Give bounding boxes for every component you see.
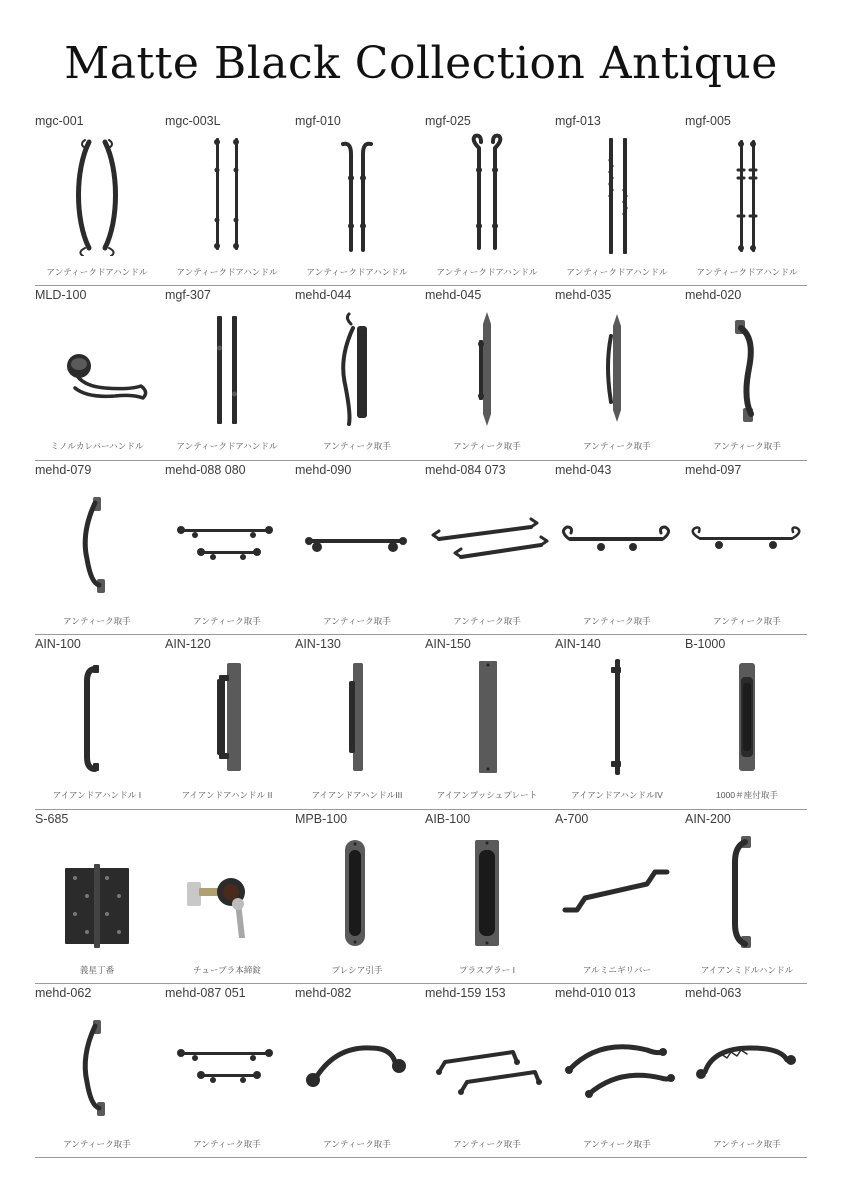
product-code: mehd-088 080 xyxy=(165,462,246,477)
product-description: アンティークドアハンドル xyxy=(696,267,798,277)
product-description: アンティークドアハンドル xyxy=(306,267,408,277)
product-description: アンティークドアハンドル xyxy=(436,267,538,277)
product-cell xyxy=(555,286,684,460)
product-code: S-685 xyxy=(35,811,69,826)
product-cell xyxy=(425,461,554,635)
product-code: AIN-100 xyxy=(35,637,81,652)
product-cell xyxy=(165,112,294,286)
product-description: アンティーク取手 xyxy=(713,1138,781,1149)
plate-pull-icon xyxy=(685,653,809,779)
flush-pull-rect-icon xyxy=(425,828,549,954)
product-code: mehd-084 073 xyxy=(425,462,506,477)
product-description: アンティーク取手 xyxy=(453,441,521,452)
product-code: mgf-025 xyxy=(425,114,471,128)
product-code: MLD-100 xyxy=(35,288,87,303)
bar-pull-icon xyxy=(295,479,419,605)
product-cell xyxy=(685,635,814,809)
hinge-icon xyxy=(35,828,159,954)
lever-handle-icon xyxy=(35,304,159,430)
product-description: プレシア引手 xyxy=(331,964,383,975)
product-description: アンティーク取手 xyxy=(323,441,391,452)
product-cell xyxy=(35,286,164,460)
product-description: アイアンドアハンドルIII xyxy=(311,790,403,801)
product-description: アンティーク取手 xyxy=(453,1138,521,1149)
product-row xyxy=(35,635,807,809)
product-code: A-700 xyxy=(555,811,589,826)
fleur-bar-pull-icon xyxy=(425,479,549,605)
product-code: mgf-010 xyxy=(295,114,341,128)
product-description: アンティーク取手 xyxy=(583,441,651,452)
product-description: アンティークドアハンドル xyxy=(566,267,668,277)
product-code: mehd-020 xyxy=(685,288,742,303)
bow-pull-icon xyxy=(295,1002,419,1128)
iron-plate-handle-icon xyxy=(165,653,289,779)
product-description: プラスプラー I xyxy=(458,964,516,975)
product-code: mgf-005 xyxy=(685,114,731,128)
product-row xyxy=(35,810,807,984)
product-cell xyxy=(295,461,424,635)
product-cell xyxy=(555,112,684,286)
product-cell xyxy=(425,286,554,460)
product-description: アンティークドアハンドル xyxy=(176,441,278,452)
product-code: mehd-159 153 xyxy=(425,985,506,1000)
spiral-double-door-handle-icon xyxy=(425,130,549,256)
product-description: 義星丁番 xyxy=(79,964,115,975)
iron-long-bar-handle-icon xyxy=(555,653,679,779)
plate-pull-handle-icon xyxy=(425,304,549,430)
product-code: mehd-082 xyxy=(295,985,352,1000)
product-description: アンティーク取手 xyxy=(63,615,131,626)
product-description: チューブラ本締錠 xyxy=(192,964,262,975)
product-row xyxy=(35,286,807,460)
thumb-latch-handle-icon xyxy=(685,304,809,430)
straight-double-bar-handle-icon xyxy=(165,304,289,430)
product-description: アンティーク取手 xyxy=(713,615,781,626)
product-cell xyxy=(425,112,554,286)
product-code: mgf-013 xyxy=(555,114,601,128)
page-title: Matte Black Collection Antique xyxy=(64,38,778,89)
product-cell xyxy=(555,461,684,635)
product-code: mehd-045 xyxy=(425,288,482,303)
product-cell xyxy=(165,461,294,635)
offset-grab-bar-icon xyxy=(555,828,679,954)
product-cell xyxy=(35,635,164,809)
product-description: アイアンドアハンドル II xyxy=(181,790,273,801)
product-grid xyxy=(35,112,807,1158)
product-cell xyxy=(295,984,424,1158)
vertical-antique-pull-icon xyxy=(35,479,159,605)
twisted-double-door-handle-icon xyxy=(555,130,679,256)
product-code: mgf-307 xyxy=(165,288,211,303)
scroll-bar-pull-icon xyxy=(555,479,679,605)
fleur-plate-pull-handle-icon xyxy=(555,304,679,430)
double-bar-pull-icon xyxy=(165,1002,289,1128)
product-code: mehd-063 xyxy=(685,985,742,1000)
product-cell xyxy=(555,810,684,984)
product-cell xyxy=(295,112,424,286)
product-code: AIB-100 xyxy=(425,811,471,826)
product-cell xyxy=(425,810,554,984)
product-cell xyxy=(165,286,294,460)
product-description: アンティーク取手 xyxy=(713,441,781,452)
product-description: アルミニギリバー xyxy=(582,964,652,975)
product-cell xyxy=(295,286,424,460)
product-cell xyxy=(165,810,294,984)
product-description: アンティーク取手 xyxy=(323,615,391,626)
product-code: mehd-062 xyxy=(35,985,92,1000)
product-cell xyxy=(685,461,814,635)
product-cell xyxy=(555,635,684,809)
product-cell xyxy=(35,461,164,635)
product-code: AIN-150 xyxy=(425,637,471,652)
product-cell xyxy=(35,984,164,1158)
product-code: AIN-120 xyxy=(165,637,211,652)
product-cell xyxy=(35,112,164,286)
product-description: アイアンミドルハンドル xyxy=(700,964,794,975)
product-description: アンティーク取手 xyxy=(193,615,261,626)
long-double-door-handle-icon xyxy=(165,130,289,256)
product-code: AIN-140 xyxy=(555,637,601,652)
product-code: mehd-079 xyxy=(35,462,92,477)
product-cell xyxy=(425,635,554,809)
product-code: AIN-130 xyxy=(295,637,341,652)
product-description: アンティーク取手 xyxy=(193,1138,261,1149)
product-description: アンティークドアハンドル xyxy=(176,267,278,277)
product-description: アンティーク取手 xyxy=(583,1138,651,1149)
iron-door-handle-icon xyxy=(35,653,159,779)
product-cell xyxy=(685,984,814,1158)
product-code: mehd-044 xyxy=(295,288,352,303)
curl-bar-pull-icon xyxy=(685,479,809,605)
product-description: アイアンプッシュプレート xyxy=(436,790,538,801)
scroll-double-door-handle-icon xyxy=(295,130,419,256)
product-row xyxy=(35,984,807,1158)
product-description: 1000＃座付取手 xyxy=(715,790,779,801)
product-cell xyxy=(685,112,814,286)
double-arch-pull-icon xyxy=(555,1002,679,1128)
product-cell xyxy=(685,286,814,460)
product-description: アンティークドアハンドル xyxy=(46,267,148,277)
product-description: アイアンドアハンドル I xyxy=(52,790,142,801)
product-cell xyxy=(165,984,294,1158)
product-code: mehd-035 xyxy=(555,288,612,303)
product-description: アイアンドアハンドルIV xyxy=(571,790,663,801)
flush-pull-oval-icon xyxy=(295,828,419,954)
product-code: mehd-043 xyxy=(555,462,612,477)
product-code: mgc-001 xyxy=(35,114,84,128)
product-description: ミノルカレバーハンドル xyxy=(50,441,144,452)
iron-plate-handle-slim-icon xyxy=(295,653,419,779)
product-row xyxy=(35,461,807,635)
ornate-double-door-handle-icon xyxy=(685,130,809,256)
curved-double-door-handle-icon xyxy=(35,130,159,256)
product-cell xyxy=(555,984,684,1158)
product-code: MPB-100 xyxy=(295,811,348,826)
product-cell xyxy=(425,984,554,1158)
product-code: mehd-010 013 xyxy=(555,985,636,1000)
product-code: mehd-097 xyxy=(685,462,742,477)
product-code: mehd-087 051 xyxy=(165,985,246,1000)
twisted-arch-pull-icon xyxy=(685,1002,809,1128)
vertical-antique-pull-icon xyxy=(35,1002,159,1128)
product-cell xyxy=(295,810,424,984)
product-description: アンティーク取手 xyxy=(323,1138,391,1149)
product-row xyxy=(35,112,807,286)
push-plate-icon xyxy=(425,653,549,779)
product-description: アンティーク取手 xyxy=(63,1138,131,1149)
product-cell xyxy=(685,810,814,984)
product-code: AIN-200 xyxy=(685,811,731,826)
product-code: B-1000 xyxy=(685,637,726,652)
product-code: mgc-003L xyxy=(165,114,221,128)
product-cell xyxy=(295,635,424,809)
product-description: アンティーク取手 xyxy=(583,615,651,626)
product-cell xyxy=(35,810,164,984)
double-bar-pull-icon xyxy=(165,479,289,605)
double-stirrup-pull-icon xyxy=(425,1002,549,1128)
product-code: mehd-090 xyxy=(295,462,352,477)
scroll-pull-handle-icon xyxy=(295,304,419,430)
iron-middle-handle-icon xyxy=(685,828,809,954)
product-description: アンティーク取手 xyxy=(453,615,521,626)
deadbolt-lock-icon xyxy=(165,828,289,954)
product-cell xyxy=(165,635,294,809)
